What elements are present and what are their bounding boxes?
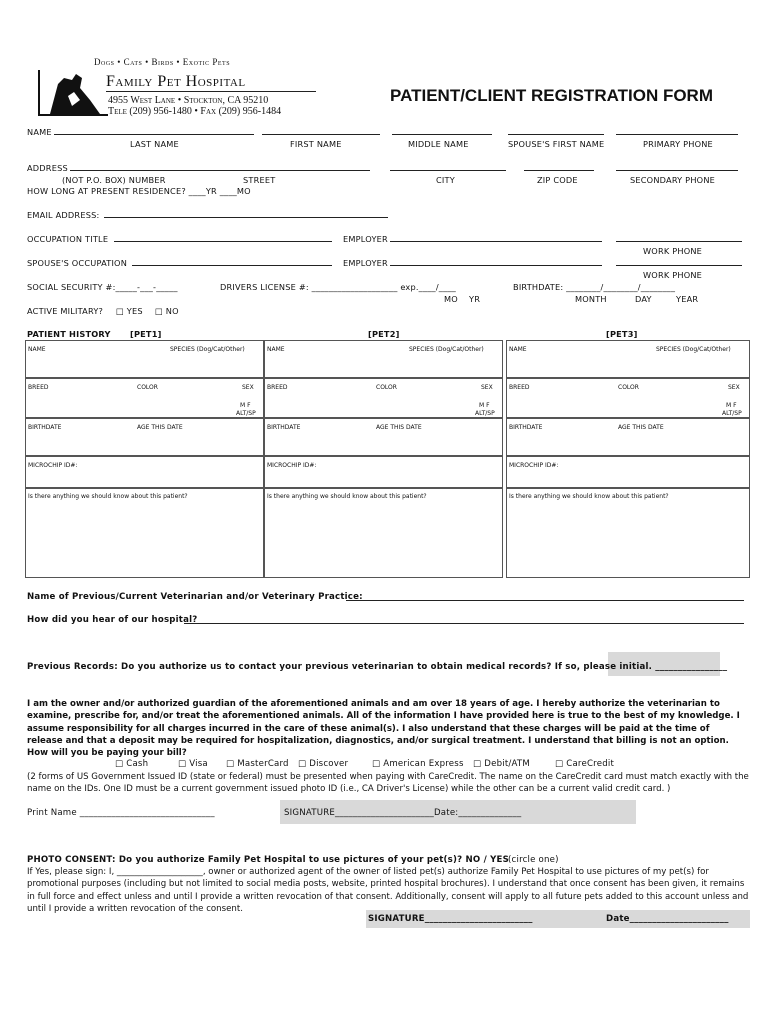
first-name-caption: FIRST NAME xyxy=(290,139,342,149)
photo-consent-text: If Yes, please sign: I, ____________________, owner or authorized agent of the owner of listed pet(s) authorize Family Pet Hospital to use pictures of my pet(s) for promotional purposes (including but not limited to social media posts, website, printed hospital brochures). I understand that once consent has been given, it remains in full force and effect unless and until I provide a written revocation of that consent. Additionally, consent will apply to all future pets added to this account unless and until I provide a written revocation of the consent. xyxy=(27,867,749,914)
payment-option-label: Discover xyxy=(309,759,349,769)
records-question: Previous Records: Do you authorize us to contact your previous veterinarian to obtain medical records? If so, please initial. ________________ xyxy=(27,662,728,672)
pet2-age-label: AGE THIS DATE xyxy=(376,424,422,431)
tagline: Dogs • Cats • Birds • Exotic Pets xyxy=(94,57,231,67)
payment-option-label: Visa xyxy=(189,759,208,769)
spouse-occupation-field[interactable] xyxy=(132,265,332,266)
pet3-microchip-label: MICROCHIP ID#: xyxy=(509,462,559,469)
middle-name-caption: MIDDLE NAME xyxy=(408,139,469,149)
occupation-label: OCCUPATION TITLE xyxy=(27,234,109,244)
pet3-sex-label: SEX xyxy=(728,384,740,391)
secondary-phone-field[interactable] xyxy=(616,170,738,171)
last-name-caption: LAST NAME xyxy=(130,139,179,149)
pet2-species-label: SPECIES (Dog/Cat/Other) xyxy=(409,346,484,353)
pet2-cell[interactable] xyxy=(264,488,503,578)
employer2-field[interactable] xyxy=(390,265,602,266)
birth-month-caption: MONTH xyxy=(575,294,607,304)
work-phone2-field[interactable] xyxy=(616,265,742,266)
pet1-color-label: COLOR xyxy=(137,384,158,391)
pet3-header: [PET3] xyxy=(606,329,638,339)
hospital-name: Family Pet Hospital xyxy=(106,73,246,90)
primary-phone-caption: PRIMARY PHONE xyxy=(643,139,713,149)
street-caption: STREET xyxy=(243,175,276,185)
pet2-notes-label: Is there anything we should know about this patient? xyxy=(267,493,427,500)
photo-date-field[interactable]: Date______________________ xyxy=(606,914,729,924)
pet1-sex-label: SEX xyxy=(242,384,254,391)
signature-field[interactable]: SIGNATURE______________________Date:______________ xyxy=(284,808,522,818)
payment-option-cash[interactable]: □ Cash xyxy=(115,759,149,769)
secondary-phone-caption: SECONDARY PHONE xyxy=(630,175,716,185)
pet3-color-label: COLOR xyxy=(618,384,639,391)
payment-option-american-express[interactable]: □ American Express xyxy=(372,759,464,769)
photo-signature-field[interactable]: SIGNATURE________________________ xyxy=(368,914,533,924)
pet3-breed-label: BREED xyxy=(509,384,530,391)
zip-caption: ZIP CODE xyxy=(537,175,578,185)
pet3-notes-label: Is there anything we should know about this patient? xyxy=(509,493,669,500)
pet1-microchip-label: MICROCHIP ID#: xyxy=(28,462,78,469)
dl-mo-caption: MO xyxy=(444,294,458,304)
pet3-cell[interactable] xyxy=(506,488,750,578)
pet-silhouette-icon xyxy=(40,70,110,116)
payment-option-label: CareCredit xyxy=(566,759,615,769)
email-field[interactable] xyxy=(104,217,388,218)
previous-vet-field[interactable] xyxy=(346,600,744,601)
primary-phone-field[interactable] xyxy=(616,134,738,135)
hospital-address: 4955 West Lane • Stockton, CA 95210 xyxy=(108,95,269,106)
pet2-cell[interactable] xyxy=(264,456,503,488)
pet1-name-label: NAME xyxy=(28,346,46,353)
payment-option-label: Debit/ATM xyxy=(484,759,530,769)
patient-history-label: PATIENT HISTORY xyxy=(27,329,111,339)
residence-field[interactable]: HOW LONG AT PRESENT RESIDENCE? ____YR ____MO xyxy=(27,186,251,196)
pet1-altsp-label: ALT/SP xyxy=(236,410,256,417)
pet3-name-label: NAME xyxy=(509,346,527,353)
logo-underline xyxy=(106,91,316,92)
work-phone2-caption: WORK PHONE xyxy=(643,270,703,280)
employer-label: EMPLOYER xyxy=(343,234,388,244)
work-phone-caption: WORK PHONE xyxy=(643,246,703,256)
military-label: ACTIVE MILITARY? xyxy=(27,306,104,316)
ssn-field[interactable]: SOCIAL SECURITY #:_____-___-_____ xyxy=(27,282,178,292)
military-yes-label: YES xyxy=(126,306,143,316)
occupation-field[interactable] xyxy=(114,241,332,242)
pet1-birthdate-label: BIRTHDATE xyxy=(28,424,62,431)
pet1-species-label: SPECIES (Dog/Cat/Other) xyxy=(170,346,245,353)
payment-option-label: MasterCard xyxy=(237,759,289,769)
birth-year-caption: YEAR xyxy=(676,294,699,304)
employer2-label: EMPLOYER xyxy=(343,258,388,268)
email-label: EMAIL ADDRESS: xyxy=(27,210,100,220)
form-title: PATIENT/CLIENT REGISTRATION FORM xyxy=(390,86,713,105)
spouse-first-name-field[interactable] xyxy=(508,134,604,135)
payment-option-debit-atm[interactable]: □ Debit/ATM xyxy=(473,759,530,769)
zip-field[interactable] xyxy=(524,170,594,171)
spouse-first-caption: SPOUSE'S FIRST NAME xyxy=(508,139,605,149)
city-field[interactable] xyxy=(390,170,506,171)
employer-field[interactable] xyxy=(390,241,602,242)
drivers-license-field[interactable]: DRIVERS LICENSE #: ____________________ exp.____/____ xyxy=(220,282,456,292)
print-name-field[interactable]: Print Name ______________________________ xyxy=(27,808,215,818)
authorization-text: I am the owner and/or authorized guardian of the aforementioned animals and am over 18 years of age. I hereby authorize the veterinarian to examine, prescribe for, and/or treat the aforementioned animals. All of the information I have provided here is true to the best of my knowledge. I assume responsibility for all charges incurred in the care of these animal(s). I also understand that these charges will be paid at the time of release and that a deposit may be required for hospitalization, diagnostics, and/or surgical treatment. I understand that billing is not an option. How will you be paying your bill? xyxy=(27,699,740,759)
circle-one-note: (circle one) xyxy=(508,855,559,865)
po-box-caption: (NOT P.O. BOX) NUMBER xyxy=(62,175,166,185)
pet1-notes-label: Is there anything we should know about this patient? xyxy=(28,493,188,500)
heard-label: How did you hear of our hospital? xyxy=(27,615,198,625)
payment-option-carecredit[interactable]: □ CareCredit xyxy=(555,759,615,769)
photo-consent-question: PHOTO CONSENT: Do you authorize Family Pet Hospital to use pictures of your pet(s)? NO / YES xyxy=(27,855,509,865)
pet1-mf-label: M F xyxy=(240,402,251,409)
birthdate-field[interactable]: BIRTHDATE: ________/________/________ xyxy=(513,282,676,292)
dl-yr-caption: YR xyxy=(469,294,481,304)
heard-field[interactable] xyxy=(184,623,744,624)
pet1-cell[interactable] xyxy=(25,456,264,488)
work-phone-field[interactable] xyxy=(616,241,742,242)
pet2-microchip-label: MICROCHIP ID#: xyxy=(267,462,317,469)
pet3-mf-label: M F xyxy=(726,402,737,409)
payment-option-visa[interactable]: □ Visa xyxy=(178,759,208,769)
pet1-cell[interactable] xyxy=(25,488,264,578)
payment-option-mastercard[interactable]: □ MasterCard xyxy=(226,759,289,769)
city-caption: CITY xyxy=(436,175,455,185)
pet2-breed-label: BREED xyxy=(267,384,288,391)
spouse-occupation-label: SPOUSE'S OCCUPATION xyxy=(27,258,128,268)
hospital-phones: Tele (209) 956-1480 • Fax (209) 956-1484 xyxy=(108,106,282,117)
pet3-altsp-label: ALT/SP xyxy=(722,410,742,417)
pet1-header: [PET1] xyxy=(130,329,162,339)
pet2-name-label: NAME xyxy=(267,346,285,353)
payment-option-discover[interactable]: □ Discover xyxy=(298,759,349,769)
pet2-color-label: COLOR xyxy=(376,384,397,391)
military-yes-option[interactable]: □ YES xyxy=(116,306,143,316)
first-name-field[interactable] xyxy=(262,134,380,135)
pet2-mf-label: M F xyxy=(479,402,490,409)
pet1-age-label: AGE THIS DATE xyxy=(137,424,183,431)
pet2-header: [PET2] xyxy=(368,329,400,339)
pet2-altsp-label: ALT/SP xyxy=(475,410,495,417)
pet3-birthdate-label: BIRTHDATE xyxy=(509,424,543,431)
address-label: ADDRESS xyxy=(27,163,68,173)
pet3-age-label: AGE THIS DATE xyxy=(618,424,664,431)
pet2-birthdate-label: BIRTHDATE xyxy=(267,424,301,431)
last-name-field[interactable] xyxy=(54,134,254,135)
pet1-breed-label: BREED xyxy=(28,384,49,391)
payment-option-label: American Express xyxy=(383,759,464,769)
middle-name-field[interactable] xyxy=(392,134,492,135)
pet2-sex-label: SEX xyxy=(481,384,493,391)
military-no-label: NO xyxy=(165,306,179,316)
carecredit-note: (2 forms of US Government Issued ID (state or federal) must be presented when paying with CareCredit. The name on the CareCredit card must match exactly with the name on the IDs. One ID must be a current government issued photo ID (i.e., CA Driver's License) while the other can be a current valid credit card. ) xyxy=(27,772,749,795)
name-label: NAME xyxy=(27,127,52,137)
pet3-species-label: SPECIES (Dog/Cat/Other) xyxy=(656,346,731,353)
payment-option-label: Cash xyxy=(126,759,149,769)
logo xyxy=(38,70,108,116)
address-field[interactable] xyxy=(70,170,370,171)
military-no-option[interactable]: □ NO xyxy=(155,306,179,316)
pet3-cell[interactable] xyxy=(506,456,750,488)
previous-vet-label: Name of Previous/Current Veterinarian and/or Veterinary Practice: xyxy=(27,592,363,602)
birth-day-caption: DAY xyxy=(635,294,652,304)
